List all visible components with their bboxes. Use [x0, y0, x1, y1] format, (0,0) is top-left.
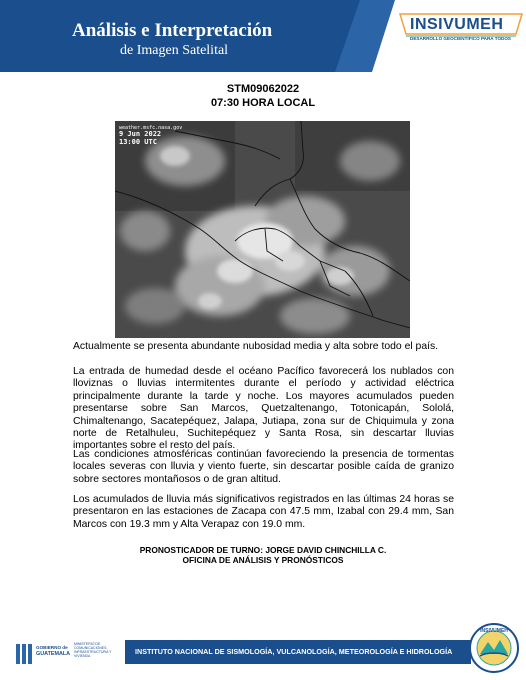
- paragraph-forecast: La entrada de humedad desde el océano Pacífico favorecerá los nublados con lloviznas o lluvias intermitentes durante el período y actividad eléctrica principalmente durante la tarde y noche. Los mayores acumulados pueden presentarse sobre San Marcos, Quetzaltenango, Totonicapán, Sololá, Chimaltenango, Sacatepéquez, Jalapa, Jutiapa, zona sur de Chiquimula y zona norte de Retalhuleu, Suchitepéquez y Santa Rosa, sin descartar lluvias importantes sobre el resto del país.: [73, 366, 454, 452]
- forecaster-line: PRONOSTICADOR DE TURNO: JORGE DAVID CHINCHILLA C.: [139, 545, 387, 555]
- office-line: OFICINA DE ANÁLISIS Y PRONÓSTICOS: [182, 555, 344, 565]
- insivumeh-seal-icon: [468, 622, 520, 674]
- header: [0, 0, 526, 72]
- report-time: 07:30 HORA LOCAL: [210, 97, 316, 109]
- satellite-image-graphic: [115, 121, 410, 338]
- image-source-label: weather.msfc.nasa.gov: [119, 125, 183, 131]
- guatemala-flag-icon: [14, 642, 38, 666]
- paragraph-accumulations: Los acumulados de lluvia más significativos registrados en las últimas 24 horas se presentaron en las estaciones de Zacapa con 47.5 mm, Izabal con 29.4 mm, San Marcos con 19.3 mm y Alta Verapaz con 19.0 mm.: [73, 494, 454, 530]
- footer-bar: [125, 640, 471, 664]
- report-id: STM09062022: [226, 83, 300, 95]
- ministry-name: MINISTERIO DE COMUNICACIONES, INFRAESTRUCTURA Y VIVIENDA: [74, 642, 112, 658]
- page-subtitle: de Imagen Satelital: [120, 43, 229, 58]
- government-logo: [14, 642, 114, 666]
- page-title: Análisis e Interpretación: [72, 20, 273, 41]
- paragraph-summary: Actualmente se presenta abundante nubosidad media y alta sobre todo el país.: [73, 341, 439, 352]
- logo-name: INSIVUMEH: [410, 16, 504, 33]
- image-time-label: 13:00 UTC: [119, 138, 157, 146]
- satellite-image: [115, 121, 410, 338]
- footer: [0, 620, 526, 680]
- seal-label: INSIVUMEH: [480, 628, 508, 634]
- paragraph-conditions: Las condiciones atmosféricas continúan favoreciendo la presencia de tormentas locales severas con lluvia y viento fuerte, sin descartar posible caída de granizo sobre sectores montañosos o de gran altitud.: [73, 449, 454, 485]
- government-line1: GOBIERNO de: [36, 645, 68, 650]
- government-line2: GUATEMALA: [36, 651, 71, 657]
- image-date-label: 9 Jun 2022: [119, 130, 162, 138]
- insivumeh-logo: [396, 12, 526, 54]
- logo-tagline: DESARROLLO GEOCIENTÍFICO PARA TODOS: [410, 36, 511, 41]
- institute-name: INSTITUTO NACIONAL DE SISMOLOGÍA, VULCANOLOGÍA, METEOROLOGÍA E HIDROLOGÍA: [135, 647, 453, 656]
